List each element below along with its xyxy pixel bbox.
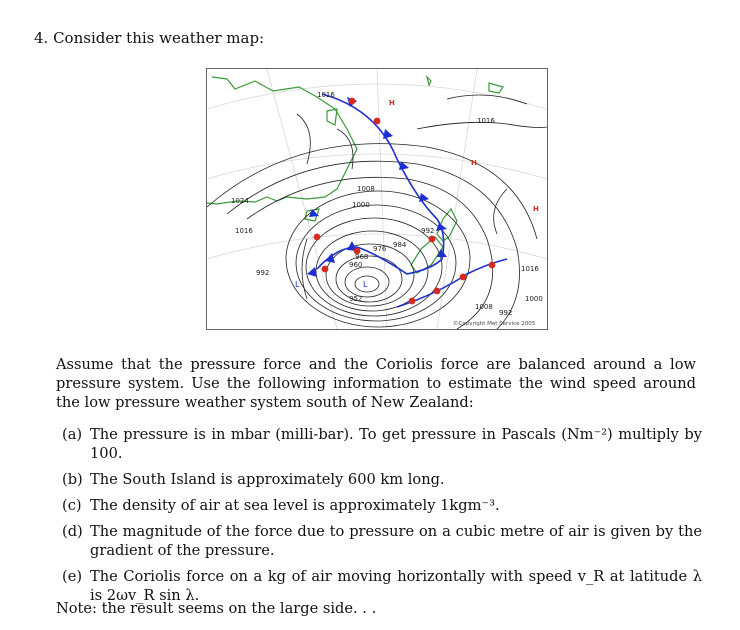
isobar-label: 1016 xyxy=(521,265,539,273)
item-label: (a) xyxy=(62,426,83,443)
item-text: The Coriolis force on a kg of air moving horizontally with speed v_R at latitude λ is 2ωv_R sin λ. xyxy=(90,568,702,604)
high-pressure-marker: H xyxy=(389,99,395,107)
isobar-label: 984 xyxy=(393,241,407,249)
isobar-label: 992 xyxy=(499,309,513,317)
isobar-label: 1000 xyxy=(352,201,370,209)
high-pressure-marker: H xyxy=(533,205,539,213)
weather-map-svg xyxy=(207,69,547,329)
weather-map xyxy=(206,68,548,330)
high-pressure-marker: H xyxy=(471,159,477,167)
map-graticule xyxy=(207,69,547,329)
isobar-label: 976 xyxy=(373,245,387,253)
low-pressure-marker: L xyxy=(363,280,368,289)
isobar-label: 968 xyxy=(355,253,369,261)
item-text: The magnitude of the force due to pressure on a cubic metre of air is given by the gradient of the pressure. xyxy=(90,523,702,559)
list-item xyxy=(62,425,702,463)
coastline xyxy=(207,77,503,273)
isobar-label: 952 xyxy=(349,295,363,303)
list-item xyxy=(62,522,702,560)
item-text: The South Island is approximately 600 km long. xyxy=(90,471,445,488)
isobar-label: 1024 xyxy=(231,197,249,205)
note-text: Note: the result seems on the large side. . . xyxy=(56,600,377,617)
item-label: (d) xyxy=(62,523,83,540)
item-label: (e) xyxy=(62,568,83,585)
isobar-label: 992 xyxy=(256,269,270,277)
low-markers xyxy=(295,280,368,289)
isobar-label: 1000 xyxy=(525,295,543,303)
isobar-label: 960 xyxy=(349,261,363,269)
isobar-label: 1016 xyxy=(477,117,495,125)
isobar-label: 992 xyxy=(421,227,435,235)
question-heading: 4. Consider this weather map: xyxy=(34,29,265,47)
isobar-label: 1016 xyxy=(317,91,335,99)
warm-front xyxy=(314,98,507,307)
isobar-label-group xyxy=(231,91,543,317)
low-pressure-marker: L xyxy=(295,280,300,289)
item-text: The pressure is in mbar (milli-bar). To get pressure in Pascals (Nm⁻²) multiply by 100. xyxy=(90,426,702,462)
list-item xyxy=(62,496,702,515)
item-label: (b) xyxy=(62,471,83,488)
isobars xyxy=(207,95,547,329)
isobar-label: 1016 xyxy=(235,227,253,235)
isobar-label: 1008 xyxy=(475,303,493,311)
map-copyright: ©Copyright Met Service 2005 xyxy=(453,321,536,327)
list-item xyxy=(62,470,702,489)
given-information-list xyxy=(62,425,702,612)
item-label: (c) xyxy=(62,497,82,514)
intro-paragraph: Assume that the pressure force and the Coriolis force are balanced around a low pressure system. Use the following information to estimate the wind speed around the low pressure weather system south of New Zealand: xyxy=(56,356,696,411)
item-text: The density of air at sea level is approximately 1kgm⁻³. xyxy=(90,497,500,514)
isobar-label: 1008 xyxy=(357,185,375,193)
